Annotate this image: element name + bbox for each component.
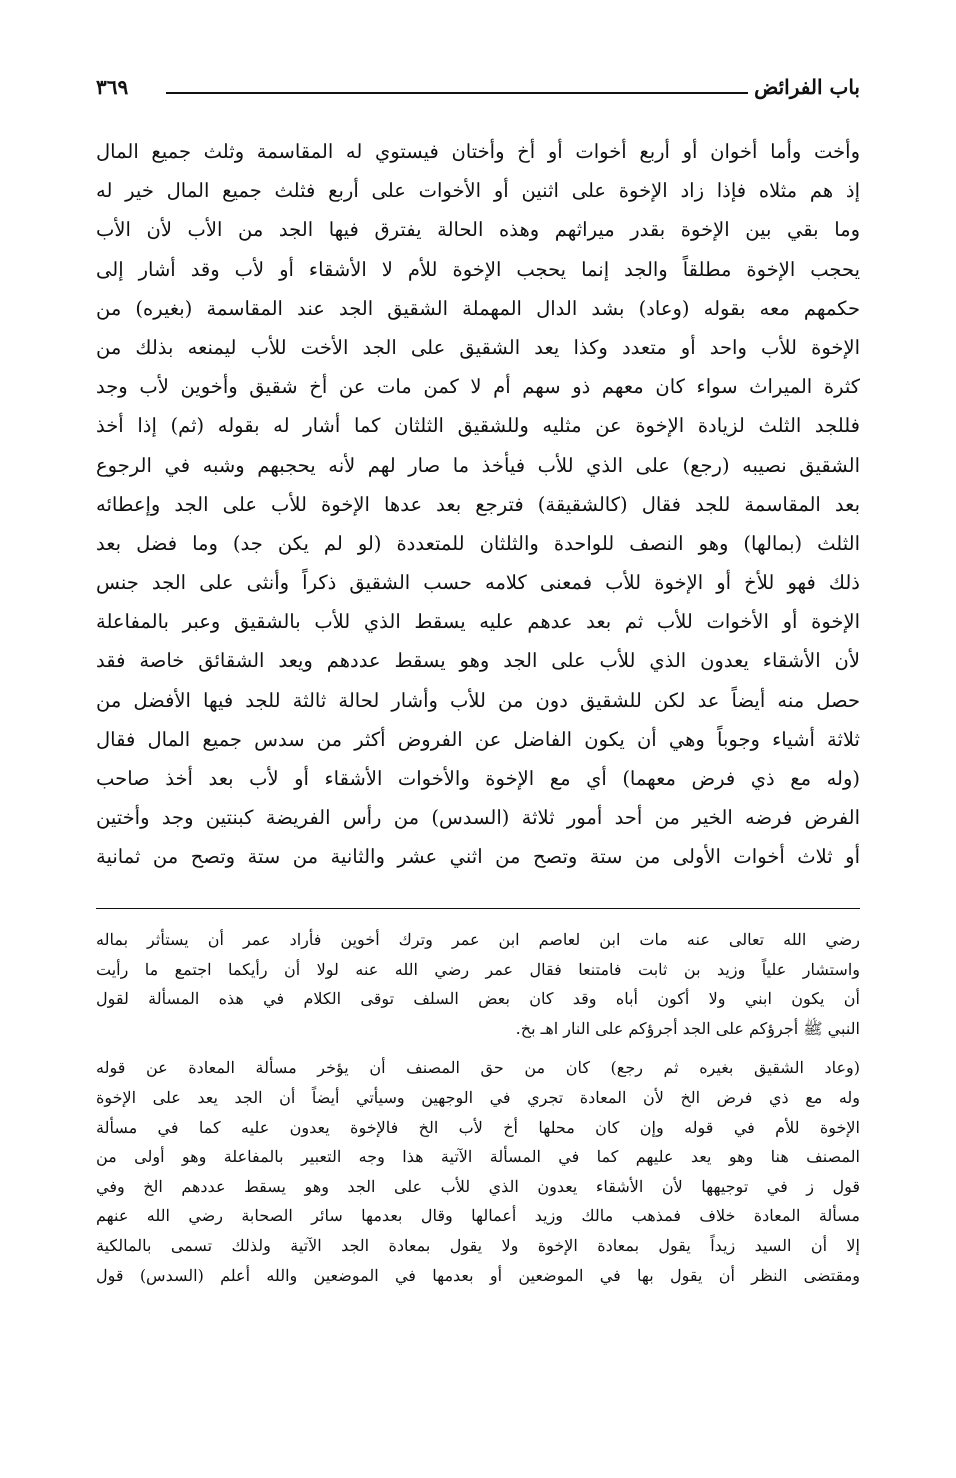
footnote-line: إلا أن السيد زيداً يقول بمعادة الإخوة ولا يقول بمعادة الجد الآتية ولذلك تسمى بالمالكية [96,1235,860,1255]
body-line: الشقيق نصيبه (رجع) على الذي للأب فيأخذ ما صار لهم لأنه يحجبهم وشبه في الرجوع [96,453,860,477]
footnote-line: أن يكون ابني ولا أكون أباه وقد كان بعض السلف توقى الكلام في هذه المسألة لقول [96,989,860,1009]
body-line: إذ هم مثلاه فإذا زاد الإخوة على اثنين أو الأخوات على أربع فثلث جميع المال خير له [96,179,860,203]
body-line: وما بقي بين الإخوة بقدر ميراثهم وهذه الحالة يفترق فيها الجد من الأب لأن الأب [96,218,860,242]
page-header [96,72,860,106]
footnote-line: مسألة المعادة خلاف فمذهب مالك وزيد أعمالها وقال بعدمها سائر الصحابة رضي الله عنهم [96,1206,860,1226]
body-line: أو ثلاث أخوات الأولى من ستة وتصح من اثني عشر والثانية من ستة وتصح من ثمانية [96,845,860,869]
body-line: ثلاثة أشياء وجوباً وهي أن يكون الفاضل عن الفروض أكثر من سدس جميع المال فقال [96,727,860,751]
body-line: لأن الأشقاء يعدون الذي للأب على الجد وهو يسقط عددهم ويعد الشقائق خاصة فقد [96,649,860,673]
body-line: الإخوة للأب واحد أو متعدد وكذا يعد الشقيق على الجد الأخت للأب ليمنعه بذلك من [96,335,860,359]
body-line: حصل منه أيضاً عد لكن للشقيق دون من للأب وأشار لحالة ثالثة للجد فيها الأفضل من [96,688,860,712]
body-line: بعد المقاسمة للجد فقال (كالشقيقة) فترجع بعد عدها الإخوة للأب على الجد وإعطائه [96,492,860,516]
footnote-line: وله مع ذي فرض الخ لأن المعادة تجري في الوجهين وسيأتي أيضاً أن الجد يعد على الإخوة [96,1087,860,1107]
body-line: يحجب الإخوة مطلقاً والجد إنما يحجب الإخوة للأم لا الأشقاء أو لأب وقد أشار إلى [96,257,860,281]
body-line: فللجد الثلث لزيادة الإخوة عن مثليه وللشقيق الثلثان كما أشار له بقوله (ثم) إذا أخذ [96,414,860,438]
footnote-line: قول ز في توجيهها لأن الأشقاء يعدون الذي للأب على الجد وهو يسقط عددهم الخ وفي [96,1176,860,1196]
body-line: وأخت وأما أخوان أو أربع أخوات أو أخ وأختان فيستوي له المقاسمة وثلث جميع المال [96,140,860,163]
header-rule [166,92,748,94]
footnote-line: واستشار علياً وزيد بن ثابت فامتنعا فقال عمر رضي الله عنه لولا أن رأيكما اجتمع ما رأيت [96,959,860,979]
footnote-line: ومقتضى النظر أن يقول بها في الموضعين أو بعدمها في الموضعين والله أعلم (السدس) قول [96,1265,860,1285]
body-line: حكمهم معه بقوله (وعاد) بشد الدال المهملة الشقيق الجد عند المقاسمة (بغيره) من [96,296,860,320]
body-line: (وله مع ذي فرض معهما) أي مع الإخوة والأخوات الأشقاء أو لأب بعد أخذ صاحب [96,767,860,790]
footnote-separator [96,908,860,909]
footnote-line: (وعاد الشقيق بغيره ثم رجع) كان من حق المصنف أن يؤخر مسألة المعادة عن قوله [96,1058,860,1078]
footnote-line: رضي الله تعالى عنه مات ابن لعاصم ابن عمر وترك أخوين فأراد عمر أن يستأثر بماله [96,930,860,949]
body-line: الفرض فرضه الخير من أحد أمور ثلاثة (السدس) من رأس الفريضة كبنتين وجد وأختين [96,806,860,830]
footnote-line: النبي ﷺ أجرؤكم على الجد أجرؤكم على النار اهـ بخ. [515,1018,860,1038]
page-number: ٣٦٩ [96,75,129,99]
footnote-line: الإخوة للأم في قوله وإن كان محلها أخ لأب الخ فالإخوة يعدون عليه كما في مسألة [96,1117,860,1137]
body-line: ذلك فهو للأخ أو الإخوة للأب فمعنى كلامه حسب الشقيق ذكراً وأنثى على الجد جنس [96,571,860,595]
footnote-line: المصنف هنا وهو يعد عليهم كما في المسألة الآتية هذا وجه التعبير بالمفاعلة وهو أولى من [96,1147,860,1167]
main-text [96,132,860,877]
body-line: الثلث (بمالها) وهو النصف للواحدة والثلثان للمتعددة (لو لم يكن جد) وما فضل بعد [96,531,860,555]
footnote-gap [96,1043,860,1053]
chapter-title: باب الفرائض [754,75,860,99]
body-line: كثرة الميراث سواء كان معهم ذو سهم أم لا كمن مات عن أخ شقيق وأخوين لأب وجد [96,375,860,399]
body-line: الإخوة أو الأخوات للأب ثم بعد عدهم عليه يسقط الذي للأب بالشقيق وعبر بالمفاعلة [96,610,860,634]
footnotes [96,925,860,1290]
